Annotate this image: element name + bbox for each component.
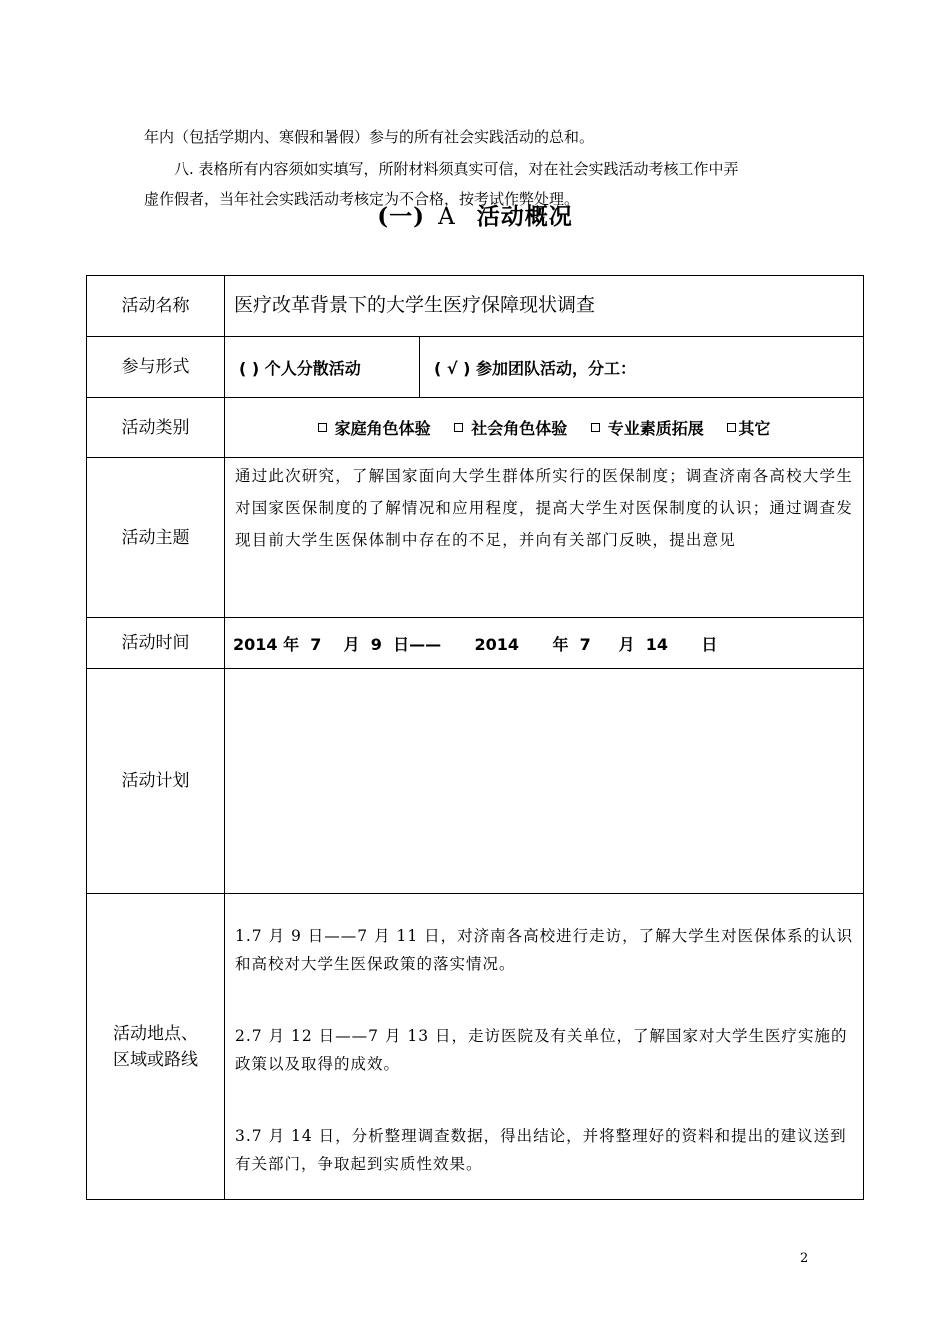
value-activity-name: 医疗改革背景下的大学生医疗保障现状调查 [225,276,864,337]
section-title-letter: A [438,204,456,230]
checkbox-icon [318,423,327,432]
category-option-label: 家庭角色体验 [334,419,431,438]
row-time [87,618,864,669]
value-theme: 通过此次研究，了解国家面向大学生群体所实行的医保制度；调查济南各高校大学生对国家医保制度的了解情况和应用程度，提高大学生对医保制度的认识；通过调查发现目前大学生医保体制中存在的不足，并向有关部门反映，提出意见 [225,458,864,618]
intro-line-1: 年内（包括学期内、寒假和暑假）参与的所有社会实践活动的总和。 [144,128,595,146]
category-option [727,419,770,438]
label-activity-name: 活动名称 [87,276,225,337]
category-option [318,419,431,438]
intro-line-3: 虚作假者，当年社会实践活动考核定为不合格，按考试作弊处理。 [144,190,580,208]
option-team: ( √ ) 参加团队活动，分工： [434,358,637,378]
value-route [225,894,864,1200]
label-theme: 活动主题 [87,458,225,618]
checkbox-icon [591,423,600,432]
route-item: 3.7 月 14 日，分析整理调查数据，得出结论，并将整理好的资料和提出的建议送到有关部门，争取起到实质性效果。 [235,1127,847,1173]
intro-line-2: 八. 表格所有内容须如实填写，所附材料须真实可信，对在社会实践活动考核工作中弄 [174,160,739,178]
route-item: 2.7 月 12 日——7 月 13 日，走访医院及有关单位，了解国家对大学生医疗实施的政策以及取得的成效。 [235,1027,848,1073]
label-route [87,894,225,1200]
label-route-line-1: 活动地点、 [113,1023,198,1044]
row-theme [87,458,864,618]
page-number: 2 [800,1251,809,1266]
checkbox-icon [454,423,463,432]
category-option-label: 社会角色体验 [471,419,568,438]
row-plan [87,669,864,894]
option-individual: ( ) 个人分散活动 [225,337,420,397]
label-time: 活动时间 [87,618,225,669]
label-plan: 活动计划 [87,669,225,894]
label-participation: 参与形式 [87,337,225,398]
activity-overview-table [86,275,864,1200]
category-option-label: 专业素质拓展 [607,419,704,438]
row-route [87,894,864,1200]
section-title [0,198,950,231]
category-options [225,398,864,458]
row-activity-name [87,276,864,337]
row-participation [87,337,864,398]
participation-cell [225,337,864,398]
checkbox-icon [727,423,736,432]
category-option-label: 其它 [738,419,771,438]
section-title-text: 活动概况 [476,203,573,230]
route-item: 1.7 月 9 日——7 月 11 日，对济南各高校进行走访，了解大学生对医保体系的认识和高校对大学生医保政策的落实情况。 [235,927,854,973]
row-category [87,398,864,458]
value-plan [225,669,864,894]
label-route-line-2: 区域或路线 [113,1049,198,1070]
section-title-prefix: (一) [377,203,426,230]
category-option [591,419,704,438]
label-category: 活动类别 [87,398,225,458]
category-option [454,419,567,438]
value-time: 2014 年 7 月 9 日—— 2014 年 7 月 14 日 [225,618,864,669]
